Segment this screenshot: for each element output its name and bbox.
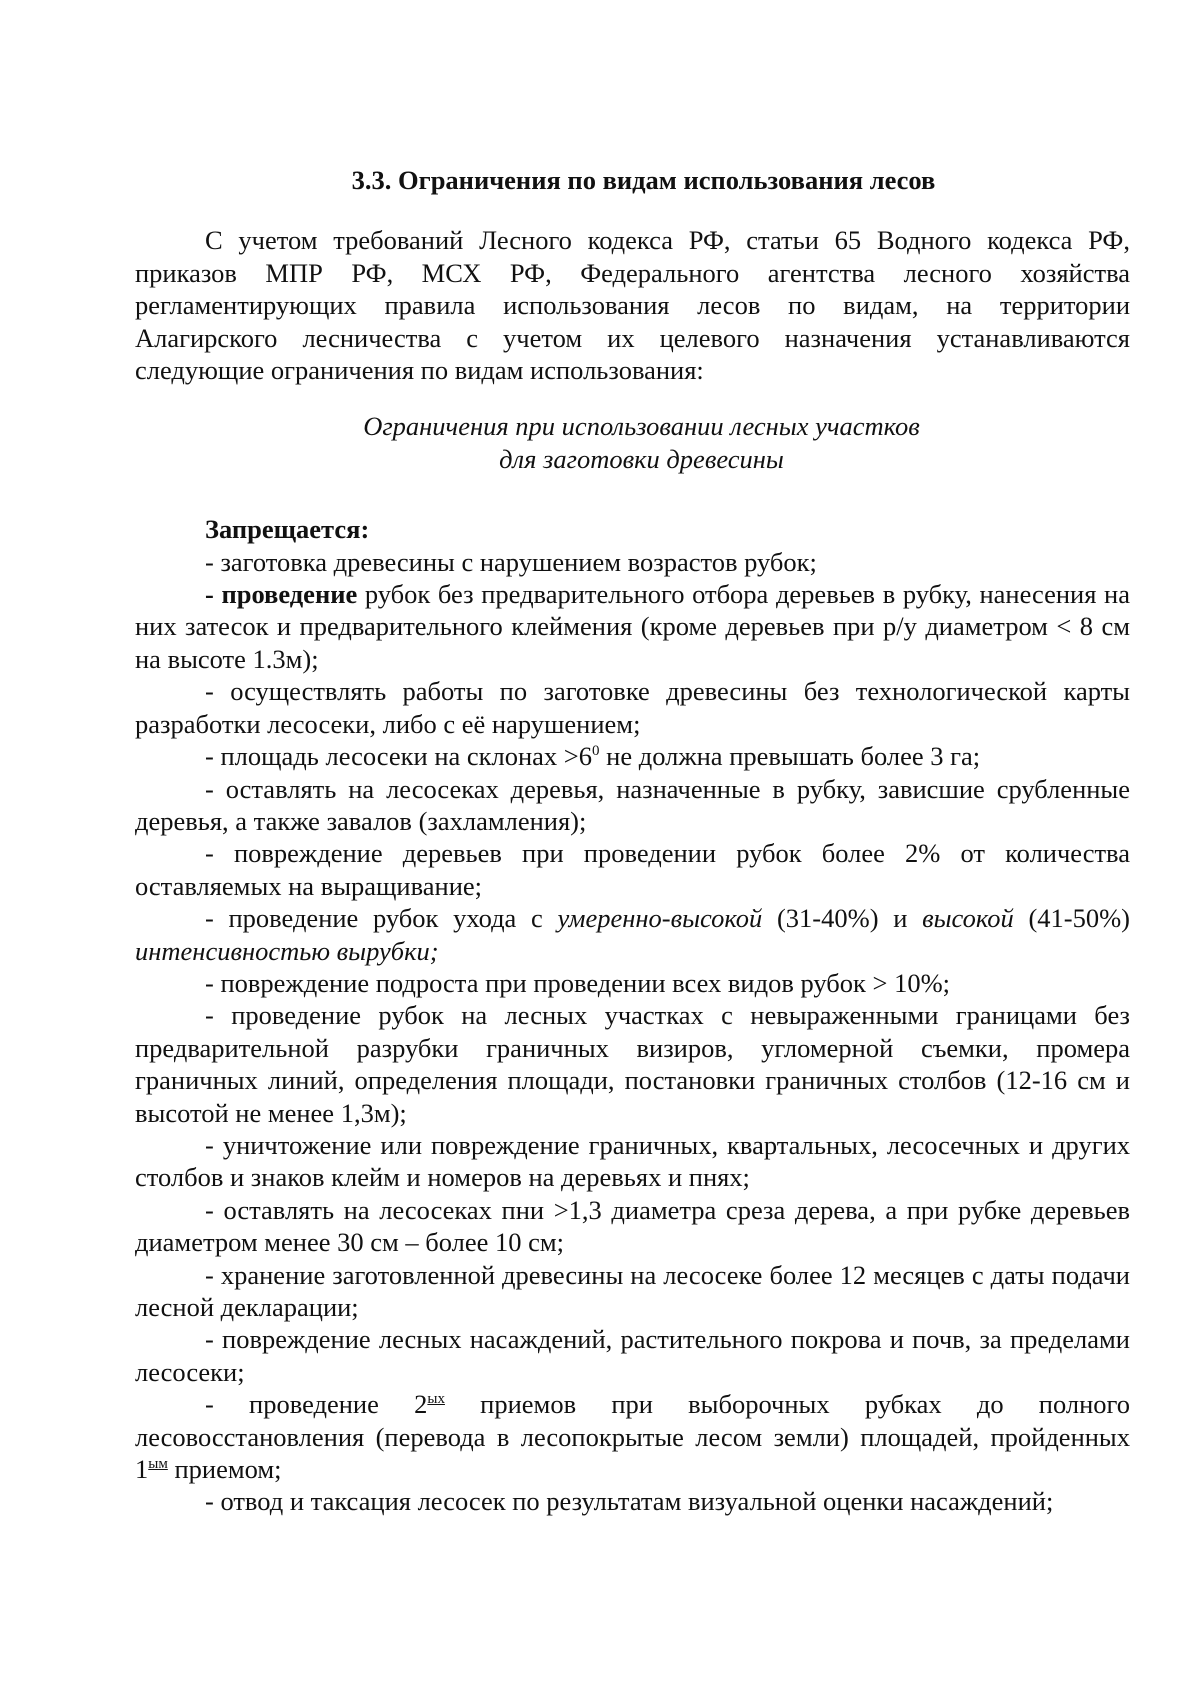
subtitle-line-1: Ограничения при использовании лесных участков [363, 411, 920, 442]
subtitle-line-2: для заготовки древесины [499, 443, 784, 474]
list-item: - проведение рубок на лесных участках с невыраженными границами без предварительной разрубки граничных визиров, угломерной съемки, промера граничных линий, определения площади, постановки граничных столбов (12-16 см и высотой не менее 1,3м); [135, 1000, 1130, 1128]
list-item: - проведение рубок ухода с умеренно-высокой (31-40%) и высокой (41-50%) интенсивностью вырубки; [135, 903, 1130, 966]
list-item: - осуществлять работы по заготовке древесины без технологической карты разработки лесосеки, либо с её нарушением; [135, 676, 1130, 739]
subsection-subtitle [135, 410, 1130, 475]
list-item: - заготовка древесины с нарушением возрастов рубок; [205, 546, 817, 577]
section-title: 3.3. Ограничения по видам использования лесов [351, 165, 936, 195]
list-item: - проведение рубок без предварительного отбора деревьев в рубку, нанесения на них затесок и предварительного клеймения (кроме деревьев при р/у диаметром < 8 см на высоте 1.3м); [135, 579, 1130, 674]
list-item: - оставлять на лесосеках деревья, назначенные в рубку, зависшие срубленные деревья, а также завалов (захламления); [135, 773, 1130, 836]
list-item: - оставлять на лесосеках пни >1,3 диаметра среза дерева, а при рубке деревьев диаметром менее 30 см – более 10 см; [135, 1194, 1130, 1258]
intro-paragraph: С учетом требований Лесного кодекса РФ, статьи 65 Водного кодекса РФ, приказов МПР РФ, МСХ РФ, Федерального агентства лесного хозяйства регламентирующих правила использования лесов по видам, на территории Алагирского лесничества с учетом их целевого назначения устанавливаются следующие ограничения по видам использования: [135, 225, 1130, 386]
list-item: - уничтожение или повреждение граничных, квартальных, лесосечных и других столбов и знаков клейм и номеров на деревьях и пнях; [135, 1129, 1130, 1193]
list-item: - отвод и таксация лесосек по результатам визуальной оценки насаждений; [205, 1486, 1054, 1517]
list-item: - площадь лесосеки на склонах $>6^0$ не должна превышать более 3 га; [205, 741, 981, 772]
ordinal-superscript: ых [427, 1391, 445, 1408]
ordinal-superscript: ым [148, 1456, 168, 1473]
list-item: - повреждение деревьев при проведении рубок более 2% от количества оставляемых на выращивание; [135, 838, 1130, 901]
list-item: - повреждение подроста при проведении всех видов рубок > 10%; [205, 967, 951, 998]
item-bold-lead: - проведение [205, 579, 358, 610]
list-item: - хранение заготовленной древесины на лесосеке более 12 месяцев с даты подачи лесной декларации; [135, 1259, 1130, 1322]
document-body [135, 164, 1130, 1518]
list-item: - повреждение лесных насаждений, растительного покрова и почв, за пределами лесосеки; [135, 1324, 1130, 1387]
prohibited-label: Запрещается: [205, 514, 370, 545]
list-item: - проведение $2^{ых}$ приемов при выборочных рубках до полного лесовосстановления (перевода в лесопокрытые лесом земли) площадей, пройденных $1^{ым}$ приемом; [135, 1389, 1130, 1485]
degree-superscript: 0 [592, 743, 600, 760]
